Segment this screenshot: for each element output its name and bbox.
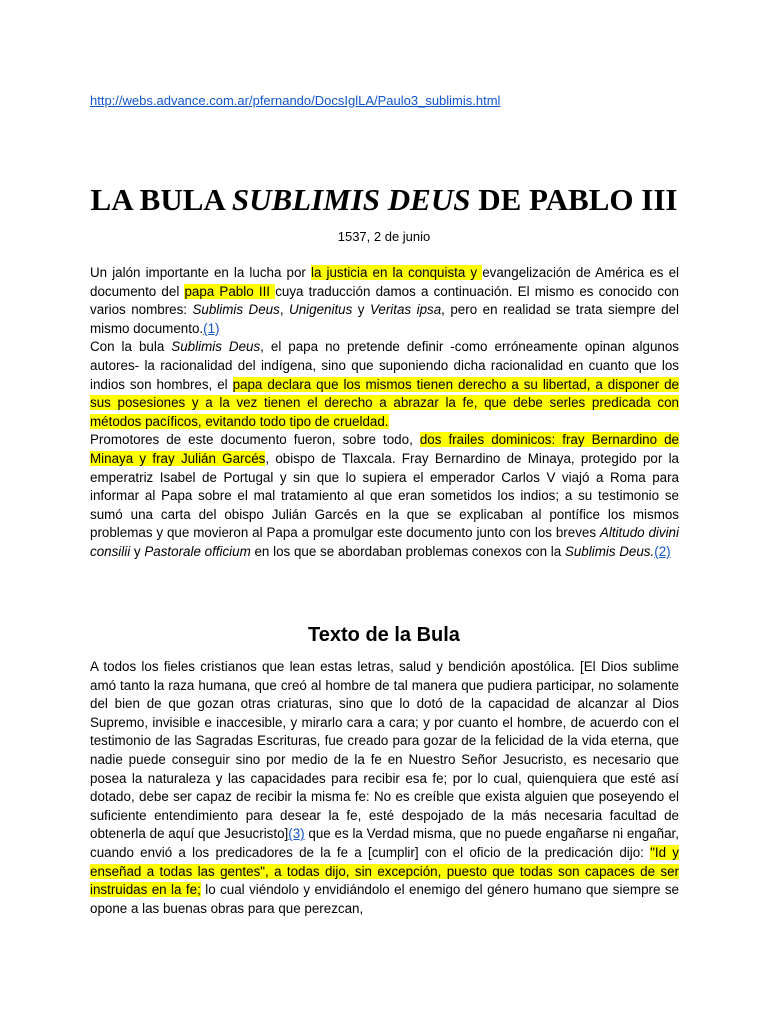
- title-part1: LA BULA: [90, 182, 232, 217]
- text: , pero en realidad se trata siempre del mismo documento.: [90, 302, 679, 336]
- italic-text: Sublimis Deus: [171, 339, 261, 355]
- source-url-link[interactable]: http://webs.advance.com.ar/pfernando/DocsIglLA/Paulo3_sublimis.html: [90, 93, 501, 108]
- highlight: papa Pablo III: [184, 283, 276, 299]
- intro-section: [90, 264, 679, 562]
- footnote-link-3[interactable]: (3): [288, 826, 305, 842]
- text: y: [130, 543, 145, 559]
- intro-paragraph-3: [90, 431, 679, 561]
- text: y: [352, 302, 370, 318]
- italic-text: Sublimis Deus.: [564, 543, 655, 559]
- footnote-link-2[interactable]: (2): [654, 543, 671, 559]
- highlight: la justicia en la conquista y: [310, 265, 483, 280]
- text: A todos los fieles cristianos que lean estas letras, salud y bendición apostólica. [El Dios sublime amó tanto la raza humana, que creó al hombre de tal manera que pudiera participar, no solamente del bien de que gozan otras criaturas, sino que lo dotó de la capacidad de alcanzar al Dios Supremo, invisible e inaccesible, y mirarlo cara a cara; y por cuanto el hombre, de acuerdo con el testimonio de las Sagradas Escrituras, fue creado para gozar de la felicidad de la vida eterna, que nadie puede conseguir sino por medio de la fe en Nuestro Señor Jesucristo, es necesario que posea la naturaleza y las capacidades para recibir esa fe; por lo cual, quienquiera que esté así dotado, debe ser capaz de recibir la misma fe: No es creíble que exista alguien que poseyendo el suficiente entendimiento para desear la fe, esté despojado de la más necesaria facultad de obtenerla de aquí que Jesucristo]: [90, 659, 679, 842]
- section-title: Texto de la Bula: [308, 624, 460, 646]
- text: Promotores de este documento fueron, sobre todo,: [90, 432, 420, 448]
- italic-text: Veritas ipsa: [369, 302, 442, 318]
- text: , obispo de Tlaxcala. Fray Bernardino de Minaya, protegido por la emperatriz Isabel de Portugal y sin que lo supiera el emperador Carlos V viajó a Roma para informar al Papa sobre el mal tratamiento al que eran sometidos los indios; a su testimonio se sumó una carta del obispo Julián Garcés en la que se explicaban al pontífice los mismos problemas y que movieron al Papa a promulgar este documento junto con los breves: [90, 450, 679, 541]
- italic-text: Sublimis Deus: [192, 302, 280, 318]
- intro-paragraph-2: [90, 338, 679, 431]
- text: Un jalón importante en la lucha por: [90, 265, 311, 280]
- bula-paragraph: [90, 658, 679, 918]
- highlight: dos frailes dominicos: fray Bernardino de Minaya y fray Julián Garcés: [90, 432, 679, 466]
- italic-text: Unigenitus: [289, 302, 353, 318]
- document-title: [0, 180, 768, 220]
- title-part2: DE PABLO III: [470, 182, 678, 217]
- text: , el papa no pretende definir -como erróneamente opinan algunos autores- la racionalidad del indígena, sino que suponiendo dicha racionalidad en cuanto que los indios son hombres, el: [90, 339, 679, 392]
- text: ,: [279, 302, 290, 318]
- text: lo cual viéndolo y envidiándolo el enemigo del género humano que siempre se opone a las buenas obras para que perezcan,: [90, 882, 679, 916]
- intro-paragraph-1: [90, 264, 679, 338]
- text: en los que se abordaban problemas conexos con la: [250, 543, 565, 559]
- bula-text-section: [90, 658, 679, 918]
- footnote-link-1[interactable]: (1): [203, 320, 220, 336]
- text: evangelización de América es el documento del: [90, 265, 679, 299]
- title-italic: SUBLIMIS DEUS: [231, 182, 471, 217]
- text: que es la Verdad misma, que no puede engañarse ni engañar, cuando envió a los predicadores de la fe a [cumplir] con el oficio de la predicación dijo:: [90, 826, 679, 860]
- highlight: "Id y enseñad a todas las gentes", a todas dijo, sin excepción, puesto que todas son capaces de ser instruidas en la fe;: [90, 844, 679, 898]
- italic-text: Altitudo divini consilii: [90, 525, 679, 559]
- document-date: 1537, 2 de junio: [337, 229, 431, 244]
- text: cuya traducción damos a continuación. El mismo es conocido con varios nombres:: [90, 283, 679, 318]
- text: Con la bula: [90, 339, 172, 355]
- highlight: papa declara que los mismos tienen derecho a su libertad, a disponer de sus posesiones y a la vez tienen el derecho a abrazar la fe, que debe serles predicada con métodos pacíficos, evitando todo tipo de crueldad.: [90, 376, 679, 429]
- italic-text: Pastorale officium: [144, 543, 251, 559]
